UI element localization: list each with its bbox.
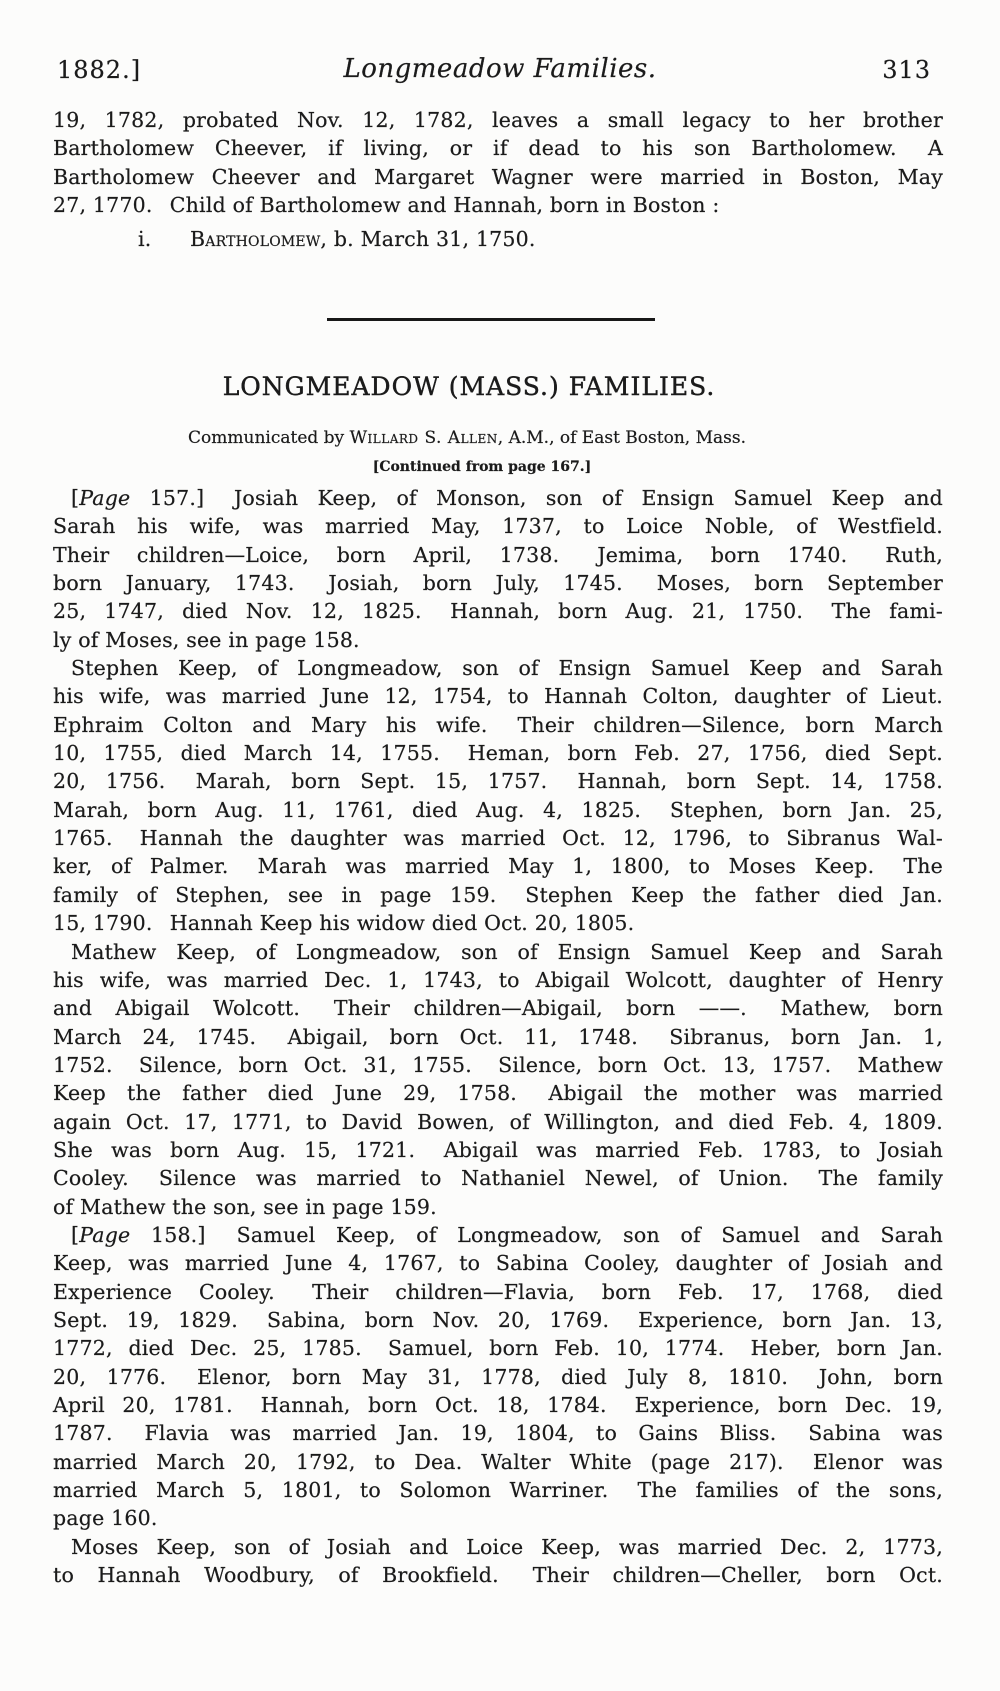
byline-suffix: , A.M., of East Boston, Mass. — [497, 428, 746, 448]
paragraph — [53, 1221, 943, 1533]
text-line: Keep, was married June 4, 1767, to Sabina Cooley, daughter of Josiah and — [53, 1251, 943, 1276]
text-line: She was born Aug. 15, 1721. Abigail was married Feb. 1783, to Josiah — [53, 1137, 943, 1162]
text-line: Their children—Loice, born April, 1738. Jemima, born 1740. Ruth, — [53, 542, 943, 567]
text-line: his wife, was married June 12, 1754, to Hannah Colton, daughter of Lieut. — [53, 684, 943, 709]
text-line: 1765. Hannah the daughter was married Oct. 12, 1796, to Sibranus Wal- — [53, 826, 943, 851]
text-line: again Oct. 17, 1771, to David Bowen, of Willington, and died Feb. 4, 1809. — [53, 1109, 943, 1134]
text-line: Moses Keep, son of Josiah and Loice Keep, was married Dec. 2, 1773, — [71, 1534, 943, 1559]
text-line: Sept. 19, 1829. Sabina, born Nov. 20, 1769. Experience, born Jan. 13, — [53, 1307, 943, 1332]
intro-lines — [53, 106, 943, 219]
text-line: 25, 1747, died Nov. 12, 1825. Hannah, born Aug. 21, 1750. The fami- — [53, 599, 943, 624]
byline-prefix: Communicated by — [188, 428, 350, 448]
text-line: 20, 1756. Marah, born Sept. 15, 1757. Hannah, born Sept. 14, 1758. — [53, 769, 943, 794]
text-line: Bartholomew Cheever and Margaret Wagner were married in Boston, May — [53, 164, 943, 189]
text-line: 20, 1776. Elenor, born May 31, 1778, died July 8, 1810. John, born — [53, 1364, 943, 1389]
child-detail: , b. March 31, 1750. — [320, 227, 536, 252]
text-line: 1787. Flavia was married Jan. 19, 1804, to Gains Bliss. Sabina was — [53, 1421, 943, 1446]
text-line: born January, 1743. Josiah, born July, 1745. Moses, born September — [53, 571, 943, 596]
text-line: Mathew Keep, of Longmeadow, son of Ensign Samuel Keep and Sarah — [71, 939, 943, 964]
text-line: to Hannah Woodbury, of Brookfield. Their children—Cheller, born Oct. — [53, 1563, 943, 1588]
text-line: Sarah his wife, was married May, 1737, to Loice Noble, of Westfield. — [53, 514, 943, 539]
text-line: of Mathew the son, see in page 159. — [53, 1194, 437, 1219]
article-byline — [0, 428, 934, 448]
section-divider-rule — [327, 318, 655, 321]
text-line: married March 5, 1801, to Solomon Warriner. The families of the sons, — [53, 1478, 943, 1503]
text-line: Experience Cooley. Their children—Flavia, born Feb. 17, 1768, died — [53, 1279, 943, 1304]
text-line: March 24, 1745. Abigail, born Oct. 11, 1748. Sibranus, born Jan. 1, — [53, 1024, 943, 1049]
text-line: 1772, died Dec. 25, 1785. Samuel, born Feb. 10, 1774. Heber, born Jan. — [53, 1336, 943, 1361]
text-line: page 160. — [53, 1506, 158, 1531]
text-line: Keep the father died June 29, 1758. Abigail the mother was married — [53, 1081, 943, 1106]
text-line: married March 20, 1792, to Dea. Walter White (page 217). Elenor was — [53, 1449, 943, 1474]
running-header — [57, 54, 943, 88]
text-line: 27, 1770. Child of Bartholomew and Hannah, born in Boston : — [53, 193, 720, 218]
article-body — [53, 484, 943, 1589]
header-title: Longmeadow Families. — [343, 54, 657, 84]
text-line: 15, 1790. Hannah Keep his widow died Oct. 20, 1805. — [53, 911, 635, 936]
article-title: LONGMEADOW (MASS.) FAMILIES. — [222, 372, 716, 401]
intro-paragraph — [53, 106, 943, 254]
text-line: Stephen Keep, of Longmeadow, son of Ensign Samuel Keep and Sarah — [71, 656, 943, 681]
text-line: [Page 158.] Samuel Keep, of Longmeadow, son of Samuel and Sarah — [71, 1222, 943, 1247]
text-line: Cooley. Silence was married to Nathaniel Newel, of Union. The family — [53, 1166, 943, 1191]
text-line: Bartholomew Cheever, if living, or if dead to his son Bartholomew. A — [53, 136, 943, 161]
paragraph — [53, 938, 943, 1221]
text-line: Ephraim Colton and Mary his wife. Their children—Silence, born March — [53, 712, 943, 737]
text-line: April 20, 1781. Hannah, born Oct. 18, 1784. Experience, born Dec. 19, — [53, 1393, 943, 1417]
paragraph — [53, 484, 943, 654]
child-numeral: i. — [138, 227, 152, 252]
text-line: Marah, born Aug. 11, 1761, died Aug. 4, 1825. Stephen, born Jan. 25, — [53, 797, 943, 822]
byline-author: Willard S. Allen — [349, 428, 498, 448]
text-line: 1752. Silence, born Oct. 31, 1755. Silence, born Oct. 13, 1757. Mathew — [53, 1052, 943, 1077]
header-year: 1882.] — [57, 56, 142, 84]
continued-from-note: [Continued from page 167.] — [372, 459, 592, 475]
header-page-number: 313 — [882, 56, 931, 84]
text-line: [Page 157.] Josiah Keep, of Monson, son of Ensign Samuel Keep and — [71, 486, 943, 510]
paragraph — [53, 654, 943, 937]
text-line: ker, of Palmer. Marah was married May 1, 1800, to Moses Keep. The — [53, 854, 943, 879]
child-name: Bartholomew — [190, 227, 321, 252]
text-line: family of Stephen, see in page 159. Stephen Keep the father died Jan. — [53, 882, 943, 907]
text-line: ly of Moses, see in page 158. — [53, 627, 360, 652]
paragraph — [53, 1533, 943, 1590]
text-line: and Abigail Wolcott. Their children—Abigail, born ——. Mathew, born — [53, 996, 943, 1021]
child-list-item — [53, 225, 943, 253]
text-line: his wife, was married Dec. 1, 1743, to Abigail Wolcott, daughter of Henry — [53, 967, 943, 992]
text-line: 19, 1782, probated Nov. 12, 1782, leaves a small legacy to her brother — [53, 108, 943, 132]
text-line: 10, 1755, died March 14, 1755. Heman, born Feb. 27, 1756, died Sept. — [53, 741, 943, 766]
